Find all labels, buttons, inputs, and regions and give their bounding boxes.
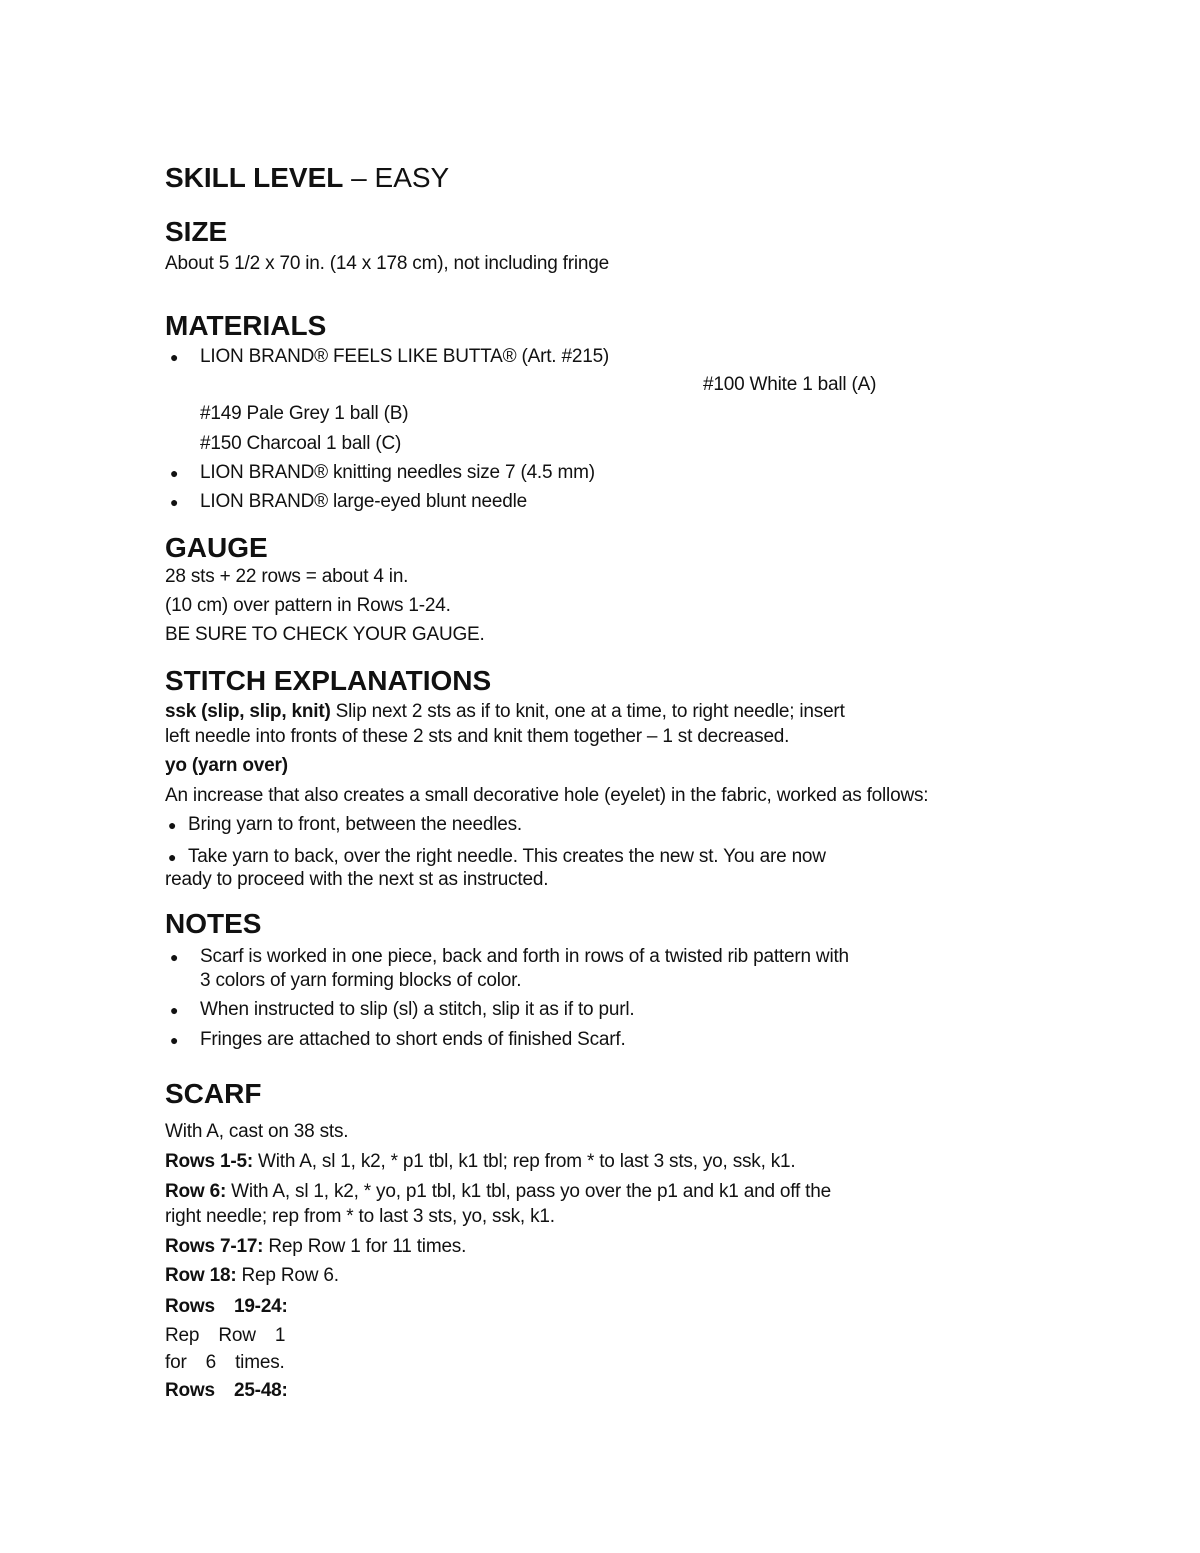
note-item: Scarf is worked in one piece, back and forth in rows of a twisted rib pattern with (200, 946, 849, 967)
row-text: Rep Row 6. (236, 1265, 339, 1286)
row-label: Rows 1-5: (165, 1151, 253, 1172)
ssk-text: Slip next 2 sts as if to knit, one at a time, to right needle; insert (330, 701, 845, 722)
size-heading: SIZE (165, 216, 228, 247)
row-text: With A, sl 1, k2, * yo, p1 tbl, k1 tbl, pass yo over the p1 and k1 and off the (226, 1181, 831, 1202)
size-text: About 5 1/2 x 70 in. (14 x 178 cm), not including fringe (165, 253, 610, 274)
cast-on: With A, cast on 38 sts. (165, 1121, 349, 1142)
row-instruction (165, 1264, 339, 1288)
skill-sep: – (343, 162, 375, 193)
bullet-icon: ● (170, 349, 179, 365)
material-color-b: #149 Pale Grey 1 ball (B) (200, 403, 409, 424)
bullet-icon: ● (170, 1032, 179, 1048)
row-label: Row 6: (165, 1181, 227, 1202)
bullet-icon: ● (170, 494, 179, 510)
row-instruction (165, 1150, 796, 1174)
row-instruction (165, 1180, 831, 1204)
material-yarn: LION BRAND® FEELS LIKE BUTTA® (Art. #215) (200, 346, 610, 367)
ssk-text-cont: left needle into fronts of these 2 sts and knit them together – 1 st decreased. (165, 726, 790, 747)
material-needles: LION BRAND® knitting needles size 7 (4.5 mm) (200, 462, 595, 483)
row-text: Rep Row 1 (165, 1325, 286, 1346)
note-item-cont: 3 colors of yarn forming blocks of color. (200, 970, 522, 991)
material-color-c: #150 Charcoal 1 ball (C) (200, 433, 402, 454)
bullet-icon: ● (170, 1002, 179, 1018)
skill-label: SKILL LEVEL (165, 162, 344, 193)
row-text: for 6 times. (165, 1352, 285, 1373)
row-label: Rows 25-48: (165, 1380, 288, 1401)
materials-heading: MATERIALS (165, 310, 327, 341)
gauge-line: 28 sts + 22 rows = about 4 in. (165, 566, 409, 587)
yo-step-cont: ready to proceed with the next st as instructed. (165, 869, 549, 890)
scarf-heading: SCARF (165, 1078, 262, 1109)
bullet-icon: ● (170, 465, 179, 481)
row-label: Rows 19-24: (165, 1296, 288, 1317)
gauge-line: BE SURE TO CHECK YOUR GAUGE. (165, 624, 485, 645)
skill-value: EASY (374, 162, 450, 193)
material-blunt-needle: LION BRAND® large-eyed blunt needle (200, 491, 528, 512)
bullet-icon: ● (170, 949, 179, 965)
ssk-term: ssk (slip, slip, knit) (165, 701, 331, 722)
row-text: Rep Row 1 for 11 times. (263, 1236, 467, 1257)
ssk-definition (165, 700, 845, 724)
gauge-heading: GAUGE (165, 532, 268, 563)
row-label: Row 18: (165, 1265, 237, 1286)
gauge-line: (10 cm) over pattern in Rows 1-24. (165, 595, 451, 616)
stitch-heading: STITCH EXPLANATIONS (165, 665, 492, 696)
yo-intro: An increase that also creates a small decorative hole (eyelet) in the fabric, worked as follows: (165, 785, 929, 806)
bullet-icon: ● (168, 817, 177, 833)
skill-level-heading (165, 161, 449, 195)
notes-heading: NOTES (165, 908, 262, 939)
row-text-cont: right needle; rep from * to last 3 sts, yo, ssk, k1. (165, 1206, 555, 1227)
note-item: When instructed to slip (sl) a stitch, slip it as if to purl. (200, 999, 635, 1020)
row-text: With A, sl 1, k2, * p1 tbl, k1 tbl; rep from * to last 3 sts, yo, ssk, k1. (252, 1151, 796, 1172)
material-color-a: #100 White 1 ball (A) (703, 374, 877, 395)
bullet-icon: ● (168, 849, 177, 865)
row-label: Rows 7-17: (165, 1236, 264, 1257)
yo-step: Bring yarn to front, between the needles. (188, 814, 523, 835)
row-instruction (165, 1235, 466, 1259)
note-item: Fringes are attached to short ends of finished Scarf. (200, 1029, 626, 1050)
yo-step: Take yarn to back, over the right needle. This creates the new st. You are now (188, 846, 826, 867)
yo-term: yo (yarn over) (165, 755, 288, 776)
